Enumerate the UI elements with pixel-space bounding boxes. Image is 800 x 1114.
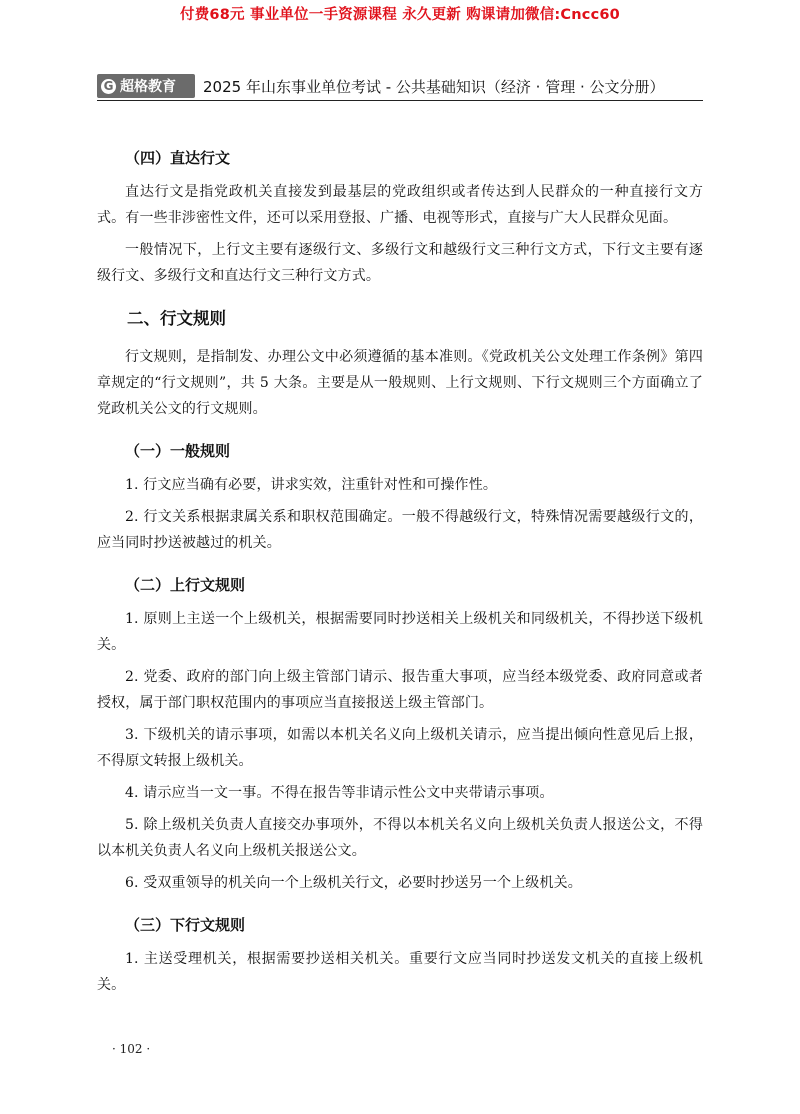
paragraph: 直达行文是指党政机关直接发到最基层的党政组织或者传达到人民群众的一种直接行文方式。有一些非涉密性文件，还可以采用登报、广播、电视等形式，直接与广大人民群众见面。: [97, 184, 703, 226]
heading-upward-rules: （二）上行文规则: [125, 576, 246, 594]
page-number: · 102 ·: [112, 1042, 151, 1056]
header-divider: [97, 100, 703, 101]
list-item: 1. 主送受理机关，根据需要抄送相关机关。重要行文应当同时抄送发文机关的直接上级机关。: [97, 951, 703, 993]
list-item: 4. 请示应当一文一事。不得在报告等非请示性公文中夹带请示事项。: [125, 785, 554, 801]
watermark-banner: 付费68元 事业单位一手资源课程 永久更新 购课请加微信:Cncc60: [180, 7, 620, 23]
heading-general-rules: （一）一般规则: [125, 442, 231, 460]
list-item: 2. 行文关系根据隶属关系和职权范围确定。一般不得越级行文，特殊情况需要越级行文的，应当同时抄送被越过的机关。: [97, 509, 703, 551]
paragraph: 行文规则，是指制发、办理公文中必须遵循的基本准则。《党政机关公文处理工作条例》第四章规定的“行文规则”，共 5 大条。主要是从一般规则、上行文规则、下行文规则三个方面确立了党政机关公文的行文规则。: [97, 349, 703, 417]
list-item: 1. 行文应当确有必要，讲求实效，注重针对性和可操作性。: [125, 477, 498, 493]
paragraph: 一般情况下，上行文主要有逐级行文、多级行文和越级行文三种行文方式，下行文主要有逐级行文、多级行文和直达行文三种行文方式。: [97, 242, 703, 284]
logo-g-icon: G: [101, 79, 116, 94]
heading-document-rules: 二、行文规则: [127, 309, 226, 328]
header-title: 2025 年山东事业单位考试 - 公共基础知识（经济 · 管理 · 公文分册）: [203, 77, 665, 96]
heading-downward-rules: （三）下行文规则: [125, 916, 246, 934]
list-item: 2. 党委、政府的部门向上级主管部门请示、报告重大事项，应当经本级党委、政府同意或者授权，属于部门职权范围内的事项应当直接报送上级主管部门。: [97, 669, 703, 711]
heading-direct-document: （四）直达行文: [125, 149, 231, 167]
logo-text: 超格教育: [120, 79, 176, 95]
list-item: 6. 受双重领导的机关向一个上级机关行文，必要时抄送另一个上级机关。: [125, 875, 582, 891]
list-item: 5. 除上级机关负责人直接交办事项外，不得以本机关名义向上级机关负责人报送公文，不得以本机关负责人名义向上级机关报送公文。: [97, 817, 703, 859]
list-item: 1. 原则上主送一个上级机关，根据需要同时抄送相关上级机关和同级机关，不得抄送下级机关。: [97, 611, 703, 653]
page-body: [97, 143, 703, 998]
publisher-logo: [97, 74, 195, 98]
running-header: [97, 73, 665, 99]
list-item: 3. 下级机关的请示事项，如需以本机关名义向上级机关请示，应当提出倾向性意见后上报，不得原文转报上级机关。: [97, 727, 703, 769]
